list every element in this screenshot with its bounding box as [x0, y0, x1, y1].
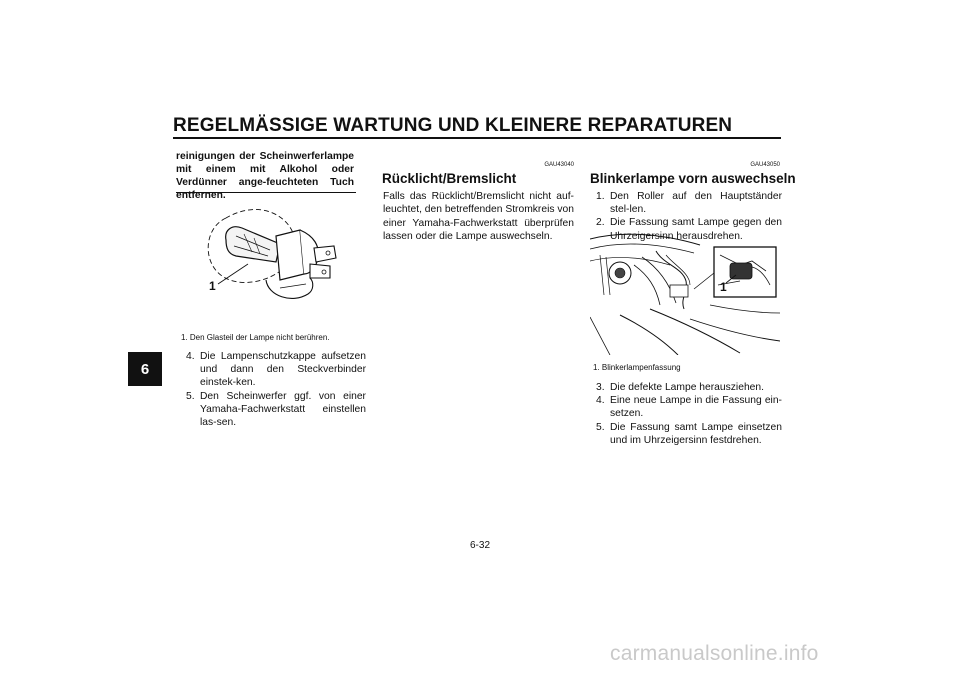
section-heading: Blinkerlampe vorn auswechseln [590, 171, 796, 186]
step-text: Den Scheinwerfer ggf. von einer Yamaha-Fachwerkstatt einstellen las-sen. [200, 390, 366, 429]
section-code: GAU43040 [544, 162, 574, 168]
step-item [186, 390, 366, 430]
page-number: 6-32 [469, 540, 490, 551]
headlight-bulb-illustration [196, 200, 356, 318]
step-text: Eine neue Lampe in die Fassung ein-setzen. [610, 395, 782, 420]
steps-list [186, 350, 366, 429]
section-body: Falls das Rücklicht/Bremslicht nicht auf-leuchtet, den betreffenden Stromkreis von einer Yamaha-Fachwerkstatt überprüfen lassen oder die Lampe auswechseln. [383, 191, 574, 242]
step-number: 1. [596, 191, 605, 202]
warning-rule [176, 192, 356, 193]
figure-caption: 1. Den Glasteil der Lampe nicht berühren. [181, 333, 330, 342]
section-code: GAU43050 [750, 162, 780, 168]
step-number: 4. [596, 395, 605, 407]
section-heading: Rücklicht/Bremslicht [382, 171, 517, 186]
step-text: Die defekte Lampe herausziehen. [610, 382, 764, 393]
steps-list [596, 381, 782, 447]
step-item [186, 350, 366, 390]
step-item [596, 190, 782, 216]
step-text: Die Lampenschutzkappe aufsetzen und dann den Steckverbinder einstek-ken. [200, 351, 366, 389]
step-number: 5. [186, 390, 195, 402]
warning-text: reinigungen der Scheinwerferlampe mit einem mit Alkohol oder Verdünner ange-feuchteten Tuch entfernen. [176, 151, 354, 201]
figure-caption: 1. Blinkerlampenfassung [593, 363, 681, 372]
chapter-tab: 6 [128, 352, 162, 386]
step-text: Die Fassung samt Lampe gegen den Uhrzeigersinn herausdrehen. [610, 217, 782, 242]
step-number: 4. [186, 351, 195, 362]
step-number: 2. [596, 217, 605, 229]
turn-signal-illustration [590, 225, 780, 355]
step-number: 5. [596, 421, 605, 433]
figure-callout: 1 [720, 280, 727, 294]
step-item [596, 381, 782, 394]
step-item [596, 394, 782, 420]
step-text: Den Roller auf den Hauptständer stel-len. [610, 191, 782, 216]
header-rule [173, 137, 781, 139]
page-header-title: REGELMÄSSIGE WARTUNG UND KLEINERE REPARATUREN [173, 115, 733, 136]
watermark: carmanualsonline.info [610, 642, 819, 665]
step-number: 3. [596, 382, 605, 393]
figure-callout: 1 [209, 279, 216, 293]
headlight-bulb-icon [196, 200, 356, 318]
step-text: Die Fassung samt Lampe einsetzen und im Uhrzeigersinn festdrehen. [610, 421, 782, 446]
turn-signal-socket-icon [590, 225, 780, 355]
step-item [596, 421, 782, 447]
